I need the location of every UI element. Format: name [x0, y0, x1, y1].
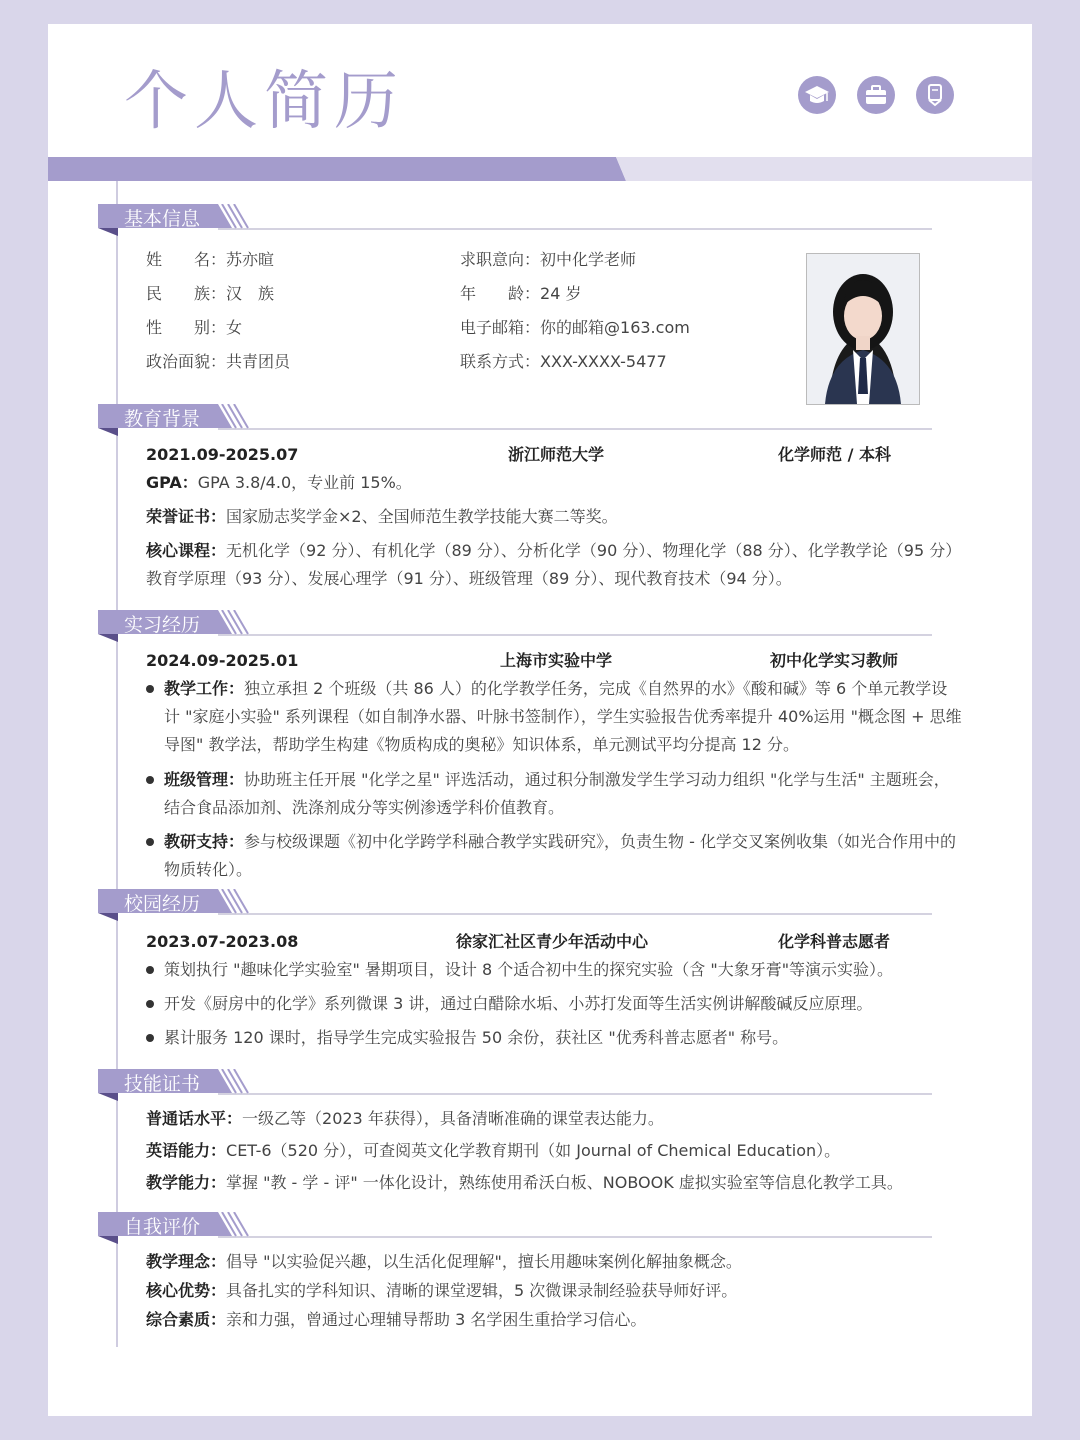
internship-item: 教研支持：参与校级课题《初中化学跨学科融合教学实践研究》，负责生物 - 化学交叉案例收集（如光合作用中的物质转化）。 — [146, 828, 962, 884]
badge-icon — [916, 76, 954, 114]
campus-item: 累计服务 120 课时，指导学生完成实验报告 50 余份，获社区 "优秀科普志愿者" 称号。 — [146, 1024, 962, 1052]
email-row: 电子邮箱：你的邮箱@163.com — [460, 318, 690, 337]
phone-row: 联系方式：XXX-XXXX-5477 — [460, 352, 667, 371]
internship-role: 初中化学实习教师 — [770, 651, 899, 670]
graduation-cap-icon — [798, 76, 836, 114]
section-title: 实习经历 — [124, 614, 201, 636]
phone-value: XXX-XXXX-5477 — [540, 352, 667, 371]
ethnic-row: 民 族：汉 族 — [146, 284, 275, 303]
internship-item: 班级管理：协助班主任开展 "化学之星" 评选活动，通过积分制激发学生学习动力组织 "化学与生活" 主题班会，结合食品添加剂、洗涤剂成分等实例渗透学科价值教育。 — [146, 766, 962, 822]
section-header-skills — [98, 1069, 932, 1101]
section-header-self — [98, 1212, 932, 1244]
header-band — [48, 157, 1032, 181]
ethnic-value: 汉 族 — [226, 284, 275, 303]
briefcase-icon — [857, 76, 895, 114]
section-header-education — [98, 404, 932, 436]
self-item: 核心优势：具备扎实的学科知识、清晰的课堂逻辑，5 次微课录制经验获导师好评。 — [146, 1281, 738, 1300]
gender-value: 女 — [226, 318, 243, 337]
timeline-line — [116, 181, 118, 1347]
section-title: 基本信息 — [124, 208, 201, 230]
self-item: 综合素质：亲和力强，曾通过心理辅导帮助 3 名学困生重拾学习信心。 — [146, 1310, 647, 1329]
resume-page — [48, 24, 1032, 1416]
email-value: 你的邮箱@163.com — [540, 318, 690, 337]
political-value: 共青团员 — [226, 352, 291, 371]
age-value: 24 岁 — [540, 284, 582, 303]
education-gpa: GPA：GPA 3.8/4.0，专业前 15%。 — [146, 473, 412, 492]
education-period: 2021.09-2025.07 — [146, 445, 299, 464]
header-icons — [798, 76, 1008, 118]
political-row: 政治面貌：共青团员 — [146, 352, 291, 371]
education-honor: 荣誉证书：国家励志奖学金×2、全国师范生教学技能大赛二等奖。 — [146, 507, 618, 526]
internship-org: 上海市实验中学 — [500, 651, 613, 670]
gender-row: 性 别：女 — [146, 318, 243, 337]
skill-item: 英语能力：CET-6（520 分），可查阅英文化学教育期刊（如 Journal of Chemical Education）。 — [146, 1141, 841, 1160]
intent-value: 初中化学老师 — [540, 250, 637, 269]
intent-row: 求职意向：初中化学老师 — [460, 250, 637, 269]
internship-period: 2024.09-2025.01 — [146, 651, 299, 670]
age-row: 年 龄：24 岁 — [460, 284, 582, 303]
campus-role: 化学科普志愿者 — [778, 932, 891, 951]
campus-item: 开发《厨房中的化学》系列微课 3 讲，通过白醋除水垢、小苏打发面等生活实例讲解酸碱反应原理。 — [146, 990, 962, 1018]
skill-item: 教学能力：掌握 "教 - 学 - 评" 一体化设计，熟练使用希沃白板、NOBOOK 虚拟实验室等信息化教学工具。 — [146, 1173, 903, 1192]
name-value: 苏亦暄 — [226, 250, 275, 269]
skill-item: 普通话水平：一级乙等（2023 年获得），具备清晰准确的课堂表达能力。 — [146, 1109, 664, 1128]
section-title: 技能证书 — [124, 1073, 201, 1095]
section-title: 校园经历 — [124, 893, 201, 915]
internship-item: 教学工作：独立承担 2 个班级（共 86 人）的化学教学任务，完成《自然界的水》《酸和碱》等 6 个单元教学设计 "家庭小实验" 系列课程（如自制净水器、叶脉书签制作），学生实验报告优秀率提升 40%运用 "概念图 + 思维导图" 教学法，帮助学生构建《物质构成的奥秘》知识体系，单元测试平均分提高 12 分。 — [146, 675, 962, 759]
education-school: 浙江师范大学 — [508, 445, 605, 464]
campus-item: 策划执行 "趣味化学实验室" 暑期项目，设计 8 个适合初中生的探究实验（含 "大象牙膏"等演示实验）。 — [146, 956, 962, 984]
section-header-campus — [98, 889, 932, 921]
section-title: 教育背景 — [124, 408, 201, 430]
page-title: 个人简历 — [124, 65, 404, 139]
section-title: 自我评价 — [124, 1216, 201, 1238]
campus-period: 2023.07-2023.08 — [146, 932, 299, 951]
education-major: 化学师范 / 本科 — [778, 445, 891, 464]
section-header-internship — [98, 610, 932, 642]
campus-org: 徐家汇社区青少年活动中心 — [456, 932, 649, 951]
self-item: 教学理念：倡导 "以实验促兴趣，以生活化促理解"，擅长用趣味案例化解抽象概念。 — [146, 1252, 742, 1271]
profile-photo — [806, 253, 920, 405]
section-header-basic — [98, 204, 932, 236]
name-row: 姓 名：苏亦暄 — [146, 250, 275, 269]
education-courses: 核心课程：无机化学（92 分）、有机化学（89 分）、分析化学（90 分）、物理化学（88 分）、化学教学论（95 分）教育学原理（93 分）、发展心理学（91 分）、班级管理（89 分）、现代教育技术（94 分）。 — [146, 541, 962, 588]
